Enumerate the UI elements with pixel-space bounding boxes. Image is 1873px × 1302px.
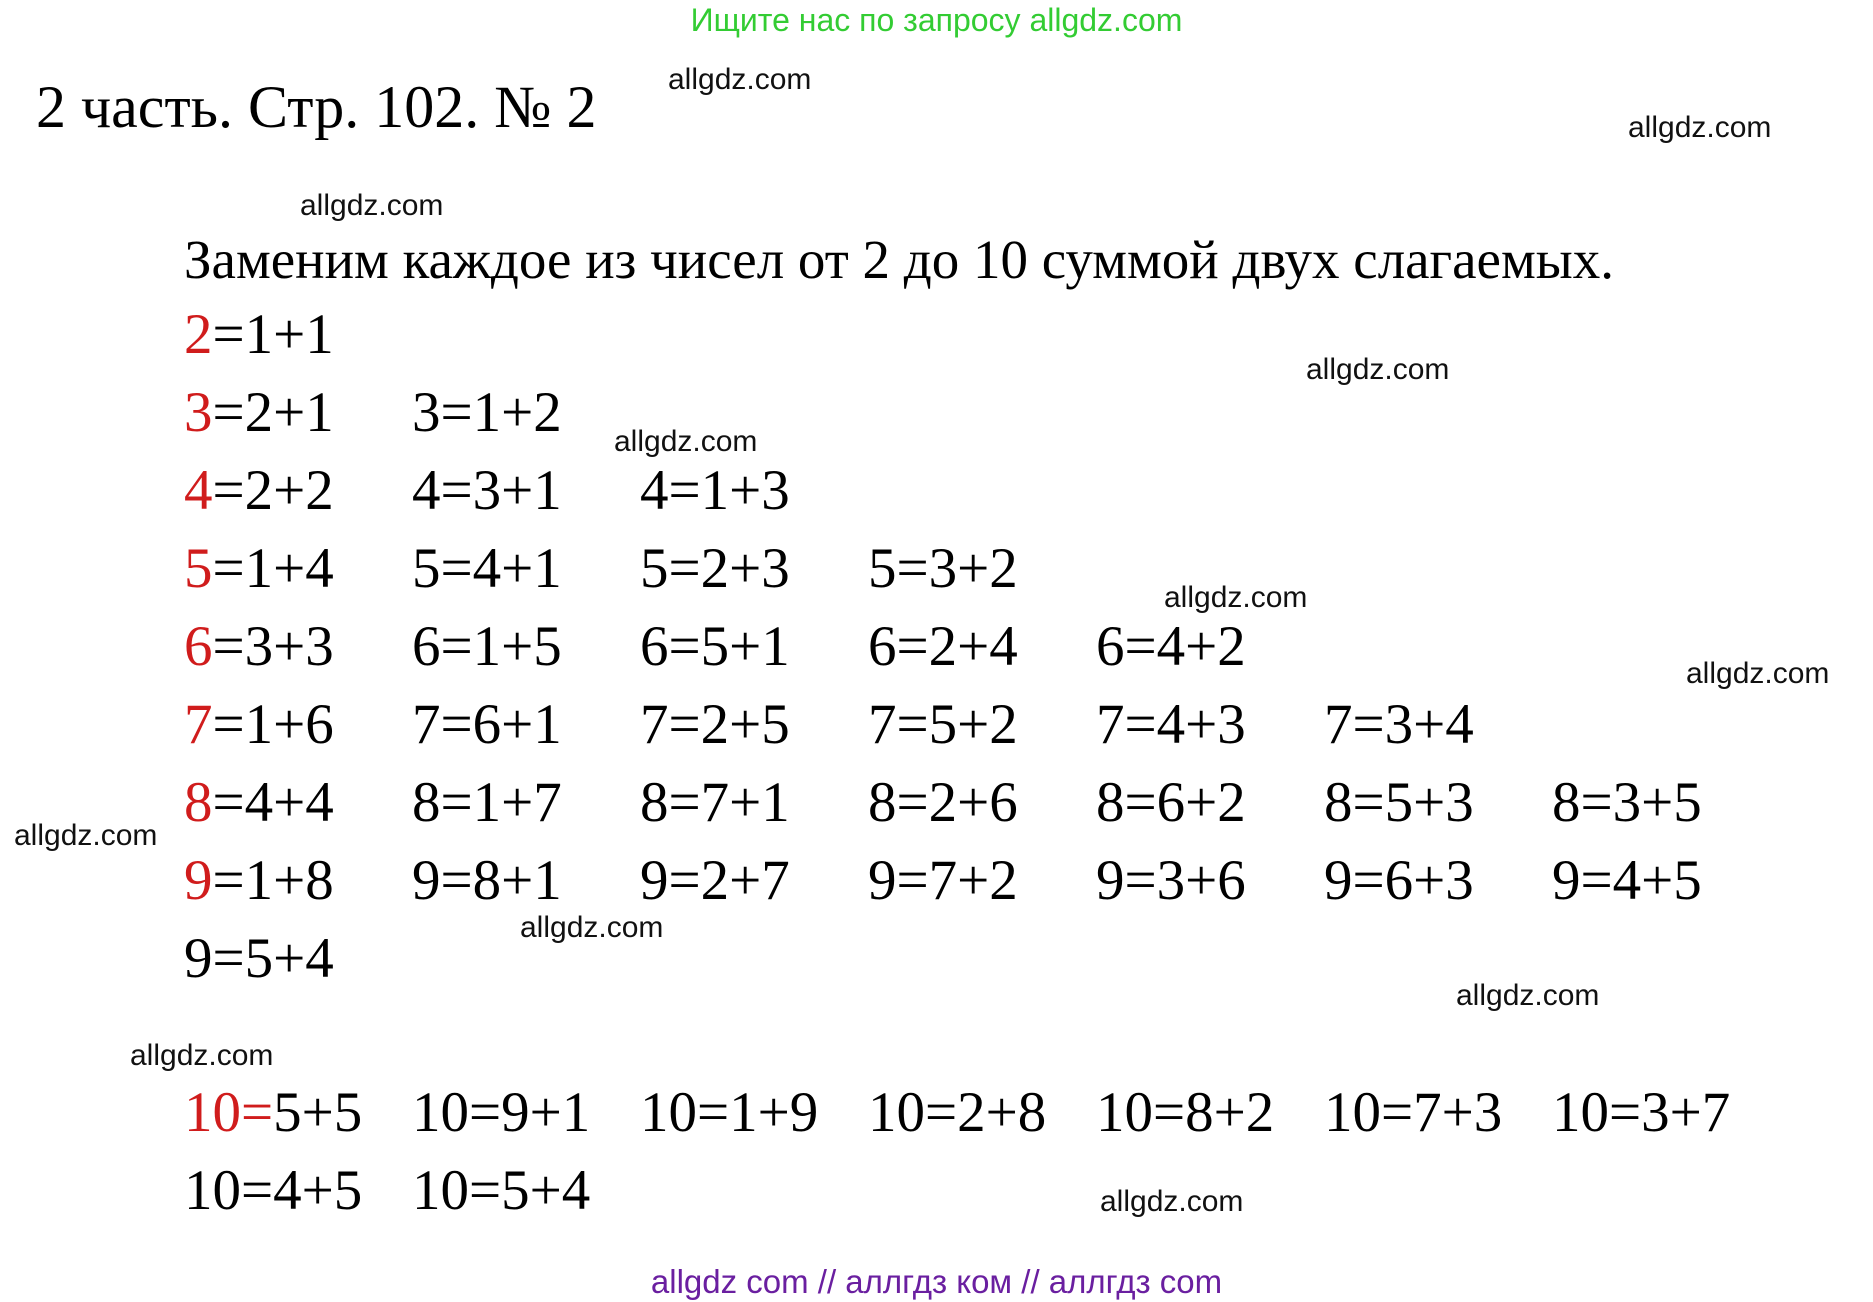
equation-number: 5 [640, 537, 669, 600]
highlighted-number: 5 [184, 537, 213, 600]
equation [640, 1080, 818, 1146]
equation-sum: =7+1 [668, 771, 790, 834]
page-title: 2 часть. Стр. 102. № 2 [36, 74, 597, 140]
equation-sum: =4+1 [440, 537, 562, 600]
watermark-text: allgdz.com [668, 63, 812, 96]
equation [184, 692, 334, 758]
equation-number: 9 [412, 849, 441, 912]
equation-sum: =2+5 [668, 693, 790, 756]
equation-sum: =2+4 [896, 615, 1018, 678]
watermark-text: allgdz.com [300, 189, 444, 222]
equation [412, 848, 562, 914]
equation [184, 458, 334, 524]
equation [640, 536, 790, 602]
watermark-text: allgdz.com [1306, 353, 1450, 386]
equation-number: 8 [1096, 771, 1125, 834]
watermark-text: allgdz.com [614, 425, 758, 458]
equation-sum: =7+2 [896, 849, 1018, 912]
equation-sum: =1+5 [440, 615, 562, 678]
equation-sum: =3+4 [1352, 693, 1474, 756]
highlighted-number: 2 [184, 303, 213, 366]
equation [412, 1080, 590, 1146]
equation-sum: =8+1 [440, 849, 562, 912]
equation [184, 1158, 362, 1224]
equation [1096, 692, 1246, 758]
equation-number: 10 [1552, 1081, 1609, 1144]
equation-number: 10 [184, 1159, 241, 1222]
equation-sum: =1+8 [212, 849, 334, 912]
equation [1324, 770, 1474, 836]
equation-sum: =1+7 [440, 771, 562, 834]
equation [640, 458, 790, 524]
equation-sum: =3+7 [1609, 1081, 1731, 1144]
equation-sum: =7+3 [1381, 1081, 1503, 1144]
equation-number: 4 [412, 459, 441, 522]
watermark-text: allgdz.com [1456, 979, 1600, 1012]
equation-number: 10 [640, 1081, 697, 1144]
equation [184, 536, 334, 602]
equation [184, 926, 334, 992]
equation [412, 536, 562, 602]
equation-sum: =4+4 [212, 771, 334, 834]
equation-sum: =5+2 [896, 693, 1018, 756]
equation-sum: =2+7 [668, 849, 790, 912]
equation [640, 848, 790, 914]
highlighted-number: 3 [184, 381, 213, 444]
equation [412, 614, 562, 680]
equation-number: 3 [412, 381, 441, 444]
equation-number: 10 [412, 1159, 469, 1222]
equation [412, 458, 562, 524]
equation-number: 9 [1096, 849, 1125, 912]
equation [412, 770, 562, 836]
equation-number: 7 [640, 693, 669, 756]
equation-number: 4 [640, 459, 669, 522]
equation [1324, 1080, 1502, 1146]
equation [1552, 1080, 1730, 1146]
top-banner: Ищите нас по запросу allgdz.com [690, 2, 1183, 38]
equation-sum: =3+1 [440, 459, 562, 522]
equation [640, 692, 790, 758]
equation [184, 614, 334, 680]
equation-sum: =2+6 [896, 771, 1018, 834]
equation-number: 9 [1324, 849, 1353, 912]
watermark-text: allgdz.com [14, 819, 158, 852]
equation-sum: =4+5 [241, 1159, 363, 1222]
highlighted-number: 7 [184, 693, 213, 756]
equation-number: 7 [1324, 693, 1353, 756]
equation-sum: =5+1 [668, 615, 790, 678]
equation-sum: =4+2 [1124, 615, 1246, 678]
equation-number: 9 [1552, 849, 1581, 912]
equation [1552, 770, 1702, 836]
equation-sum: =5+4 [469, 1159, 591, 1222]
equation [412, 1158, 590, 1224]
equation [868, 770, 1018, 836]
equation-sum: =5+4 [212, 927, 334, 990]
equation-number: 6 [1096, 615, 1125, 678]
equation [1324, 692, 1474, 758]
equation-sum: =1+1 [212, 303, 334, 366]
equation-sum: =5+3 [1352, 771, 1474, 834]
equation-sum: =2+8 [925, 1081, 1047, 1144]
equation-sum: =9+1 [469, 1081, 591, 1144]
equation [412, 380, 562, 446]
equation-sum: =2+2 [212, 459, 334, 522]
equation-number: 7 [868, 693, 897, 756]
watermark-text: allgdz.com [1686, 657, 1830, 690]
equation-sum: =2+3 [668, 537, 790, 600]
equation-sum: =1+2 [440, 381, 562, 444]
equation [1324, 848, 1474, 914]
equation-number: 9 [640, 849, 669, 912]
equation-sum: =3+5 [1580, 771, 1702, 834]
equation-sum: =1+6 [212, 693, 334, 756]
bottom-banner: allgdz com // аллгдз ком // аллгдз com [650, 1263, 1223, 1300]
equation [412, 692, 562, 758]
equation-sum: =4+5 [1580, 849, 1702, 912]
equation-sum: =2+1 [212, 381, 334, 444]
equation [640, 614, 790, 680]
equation-sum: =1+3 [668, 459, 790, 522]
equation-sum: =3+2 [896, 537, 1018, 600]
equation-number: 10 [1096, 1081, 1153, 1144]
equation [640, 770, 790, 836]
highlighted-number: 9 [184, 849, 213, 912]
highlighted-number: 6 [184, 615, 213, 678]
equation [868, 848, 1018, 914]
equation-sum: =4+3 [1124, 693, 1246, 756]
equation-number: 5 [412, 537, 441, 600]
watermark-text: allgdz.com [1628, 111, 1772, 144]
equation-number: 10 [412, 1081, 469, 1144]
equation [868, 614, 1018, 680]
equation [184, 848, 334, 914]
equation-number: 8 [1324, 771, 1353, 834]
equation [868, 692, 1018, 758]
equation [1096, 614, 1246, 680]
equation-number: 6 [412, 615, 441, 678]
equation-number: 6 [640, 615, 669, 678]
watermark-text: allgdz.com [520, 911, 664, 944]
equation [1552, 848, 1702, 914]
task-intro: Заменим каждое из чисел от 2 до 10 суммой двух слагаемых. [184, 229, 1614, 290]
equation-number: 10 [868, 1081, 925, 1144]
equation-sum: =6+2 [1124, 771, 1246, 834]
equation [184, 1080, 362, 1146]
equation [1096, 770, 1246, 836]
watermark-text: allgdz.com [1164, 581, 1308, 614]
equation-number: 9 [184, 927, 213, 990]
equation-sum: =6+1 [440, 693, 562, 756]
equation-number: 6 [868, 615, 897, 678]
equation-number: 8 [1552, 771, 1581, 834]
equation-sum: 5+5 [273, 1081, 363, 1144]
equation [184, 770, 334, 836]
equation-sum: =1+4 [212, 537, 334, 600]
highlighted-number: 8 [184, 771, 213, 834]
highlighted-number: 4 [184, 459, 213, 522]
highlighted-number: 10= [184, 1081, 274, 1144]
equation-number: 7 [412, 693, 441, 756]
equation-sum: =3+3 [212, 615, 334, 678]
equation [184, 380, 334, 446]
equation-sum: =1+9 [697, 1081, 819, 1144]
equation [868, 536, 1018, 602]
equation-sum: =8+2 [1153, 1081, 1275, 1144]
equation-sum: =3+6 [1124, 849, 1246, 912]
equation-number: 10 [1324, 1081, 1381, 1144]
equation [1096, 1080, 1274, 1146]
equation-number: 8 [640, 771, 669, 834]
equation-number: 7 [1096, 693, 1125, 756]
equation-number: 8 [412, 771, 441, 834]
equation [184, 302, 334, 368]
equation-sum: =6+3 [1352, 849, 1474, 912]
watermark-text: allgdz.com [1100, 1185, 1244, 1218]
equation-number: 8 [868, 771, 897, 834]
equation [868, 1080, 1046, 1146]
equation [1096, 848, 1246, 914]
equation-number: 5 [868, 537, 897, 600]
watermark-text: allgdz.com [130, 1039, 274, 1072]
equation-number: 9 [868, 849, 897, 912]
